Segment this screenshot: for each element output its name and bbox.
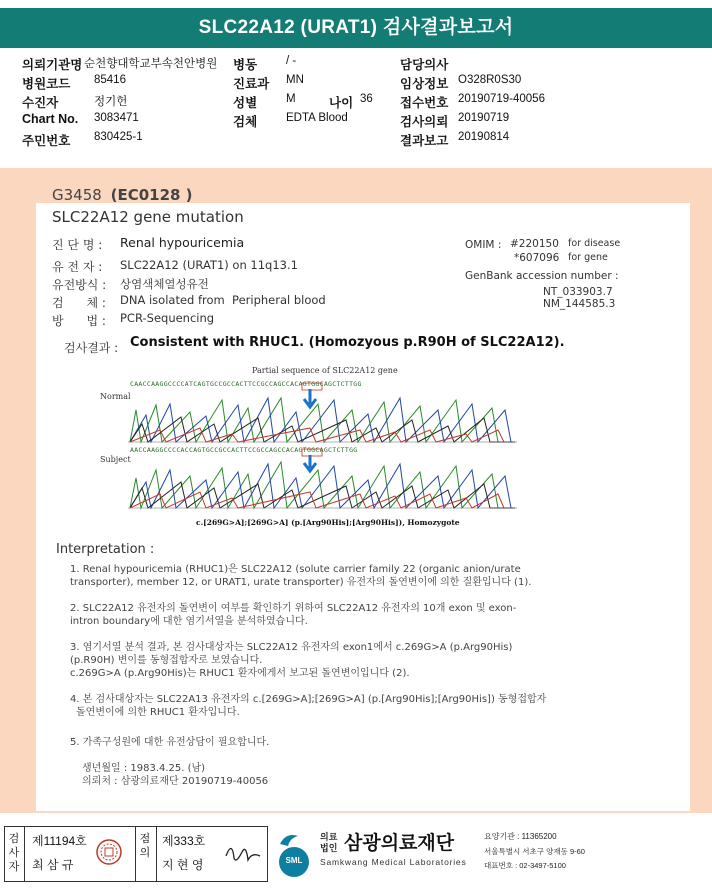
reviewer-license: 제333호 bbox=[162, 834, 206, 848]
interp-3-line-a: 3. 염기서열 분석 결과, 본 검사대상자는 SLC22A12 유전자의 exon1에서 c.269G>A (p.Arg90His) bbox=[70, 642, 513, 653]
name-label: 수진자 bbox=[22, 96, 59, 110]
interp-3-line-c: c.269G>A (p.Arg90His)는 RHUC1 환자에게서 보고된 돌연변이입니다 (2). bbox=[70, 668, 410, 679]
diag-value: Renal hypouricemia bbox=[120, 235, 245, 250]
name-value: 정기헌 bbox=[94, 96, 128, 108]
org-tel: 대표번호 : 02-3497-5100 bbox=[484, 861, 566, 870]
reviewer-label: 점의 bbox=[139, 833, 151, 859]
specimen-label: 검체 bbox=[233, 115, 258, 129]
omim-label: OMIM : bbox=[465, 239, 502, 251]
interp-4-line-b: 돌연변이에 의한 RHUC1 환자입니다. bbox=[76, 707, 240, 718]
examiner-name: 최 삼 규 bbox=[32, 858, 74, 872]
receipt-label: 접수번호 bbox=[400, 96, 449, 110]
report-code: G3458 bbox=[52, 186, 102, 204]
sex-label: 성별 bbox=[233, 96, 258, 110]
normal-label: Normal bbox=[100, 392, 131, 401]
gene-value: SLC22A12 (URAT1) on 11q13.1 bbox=[120, 258, 298, 272]
normal-trace-green bbox=[130, 398, 515, 442]
interp-2-line-a: 2. SLC22A12 유전자의 돌연변이 여부를 확인하기 위하여 SLC22A12 유전자의 10개 exon 및 exon- bbox=[70, 603, 517, 614]
subject-sequence: AACCAAGGCCCCACCAGTGCCGCCACTTCCGCCAGCCACAGTGGCAGCTCTTGG bbox=[130, 446, 358, 454]
clinical-value: O328R0S30 bbox=[458, 74, 522, 86]
requester: 의뢰처 : 삼광의료재단 20190719-40056 bbox=[82, 776, 269, 787]
interp-4-line-a: 4. 본 검사대상자는 SLC22A13 유전자의 c.[269G>A];[269G>A] (p.[Arg90His];[Arg90His]) 동형접합자 bbox=[70, 694, 547, 705]
request-value: 20190719 bbox=[458, 112, 510, 124]
normal-sequence: CAACCAAGGCCCCATCAGTGCCGCCACTTCCGCCAGCCACAGTGGCAGCTCTTGG bbox=[130, 380, 362, 388]
interpretation-1 bbox=[70, 563, 670, 589]
receipt-value: 20190719-40056 bbox=[458, 93, 545, 105]
request-label: 검사의뢰 bbox=[400, 115, 449, 129]
signature-divider-2 bbox=[135, 826, 136, 882]
interpretation-4 bbox=[70, 693, 670, 719]
report-label: 결과보고 bbox=[400, 134, 449, 148]
chrom-caption: c.[269G>A];[269G>A] (p.[Arg90His];[Arg90His]), Homozygote bbox=[196, 518, 460, 527]
examiner-label: 검사자 bbox=[8, 833, 20, 873]
interp-1-line-b: transporter), member 12, or URAT1, urate transporter) 유전자의 돌연변이에 의한 질환입니다 (1). bbox=[70, 577, 532, 588]
report-heading: SLC22A12 gene mutation bbox=[52, 208, 244, 226]
hospital-code-value: 85416 bbox=[94, 74, 126, 86]
org-prefix-1: 의료 bbox=[320, 832, 338, 842]
chart-label: Chart No. bbox=[22, 112, 79, 126]
method-label: 방 법 : bbox=[52, 314, 106, 328]
report-code-paren: (EC0128 ) bbox=[110, 186, 193, 204]
clinical-label: 임상정보 bbox=[400, 77, 449, 91]
org-prefix-2: 법인 bbox=[320, 843, 338, 853]
interp-1-line-a: 1. Renal hypouricemia (RHUC1)은 SLC22A12 (solute carrier family 22 (organic anion/urate bbox=[70, 564, 521, 575]
result-label: 검사결과 : bbox=[64, 341, 119, 355]
subject-highlight-box bbox=[302, 449, 322, 456]
org-address: 서울특별시 서초구 양재동 9-60 bbox=[484, 847, 585, 856]
examiner-seal-icon bbox=[95, 836, 123, 868]
omim-gene: *607096 bbox=[514, 252, 560, 264]
org-name: 삼광의료재단 bbox=[344, 833, 455, 854]
interpretation-3 bbox=[70, 641, 670, 680]
normal-highlight-box bbox=[302, 383, 322, 390]
examiner-license: 제11194호 bbox=[32, 834, 87, 848]
institution-value: 순천향대학교부속천안병원 bbox=[84, 58, 218, 70]
specimen-value: EDTA Blood bbox=[286, 112, 348, 124]
org-code: 요양기관 : 11365200 bbox=[484, 832, 557, 841]
result-value: Consistent with RHUC1. (Homozyous p.R90H of SLC22A12). bbox=[130, 335, 565, 350]
dept-value: MN bbox=[286, 74, 304, 86]
omim-gene-note: for gene bbox=[568, 252, 608, 263]
reviewer-signature-icon bbox=[222, 838, 262, 868]
gene-label: 유 전 자 : bbox=[52, 260, 103, 274]
reviewer-name: 지 현 영 bbox=[162, 858, 204, 872]
ward-label: 병동 bbox=[233, 58, 258, 72]
report-value: 20190814 bbox=[458, 131, 510, 143]
signature-divider-3 bbox=[156, 826, 157, 882]
genbank-1: NT_033903.7 bbox=[543, 286, 613, 298]
specimen-doc-value: DNA isolated from Peripheral blood bbox=[120, 293, 326, 307]
signature-divider-1 bbox=[24, 826, 25, 882]
genbank-label: GenBank accession number : bbox=[465, 270, 619, 282]
chart-value: 3083471 bbox=[94, 112, 139, 124]
birth-date: 생년월일 : 1983.4.25. (남) bbox=[82, 763, 206, 774]
institution-label: 의뢰기관명 bbox=[22, 58, 83, 72]
interpretation-5: 5. 가족구성원에 대한 유전상담이 필요합니다. bbox=[70, 737, 270, 748]
interp-3-line-b: (p.R90H) 변이를 동형접합자로 보였습니다. bbox=[70, 655, 263, 666]
age-value: 36 bbox=[360, 93, 373, 105]
interp-2-line-b: intron boundary에 대한 염기서열을 분석하였습니다. bbox=[70, 616, 308, 627]
hospital-code-label: 병원코드 bbox=[22, 77, 71, 91]
id-label: 주민번호 bbox=[22, 134, 71, 148]
id-value: 830425-1 bbox=[94, 131, 143, 143]
inherit-value: 상염색체열성유전 bbox=[120, 277, 209, 291]
interp-label: Interpretation : bbox=[56, 542, 155, 557]
report-title: SLC22A12 (URAT1) 검사결과보고서 bbox=[0, 8, 712, 48]
genbank-2: NM_144585.3 bbox=[543, 298, 616, 310]
doctor-label: 담당의사 bbox=[400, 58, 449, 72]
org-name-en: Samkwang Medical Laboratories bbox=[320, 857, 467, 867]
diag-label: 진 단 명 : bbox=[52, 238, 103, 252]
omim-disease-note: for disease bbox=[568, 238, 621, 249]
subject-arrow-icon bbox=[304, 455, 316, 471]
sml-logo-icon bbox=[272, 828, 316, 878]
specimen-doc-label: 검 체 : bbox=[52, 296, 106, 310]
dept-label: 진료과 bbox=[233, 77, 270, 91]
org-prefix bbox=[320, 832, 337, 854]
chrom-title: Partial sequence of SLC22A12 gene bbox=[252, 366, 398, 375]
method-value: PCR-Sequencing bbox=[120, 311, 215, 325]
ward-value: / - bbox=[286, 55, 297, 67]
subject-trace-black bbox=[130, 482, 515, 508]
sex-value: M bbox=[286, 93, 296, 105]
omim-disease: #220150 bbox=[510, 238, 559, 250]
interpretation-2 bbox=[70, 602, 670, 628]
age-label: 나이 bbox=[329, 96, 354, 110]
sml-logo-text: SML bbox=[285, 856, 303, 865]
subject-label: Subject bbox=[100, 455, 131, 464]
normal-arrow-icon bbox=[304, 389, 316, 407]
inherit-label: 유전방식 : bbox=[52, 278, 107, 292]
